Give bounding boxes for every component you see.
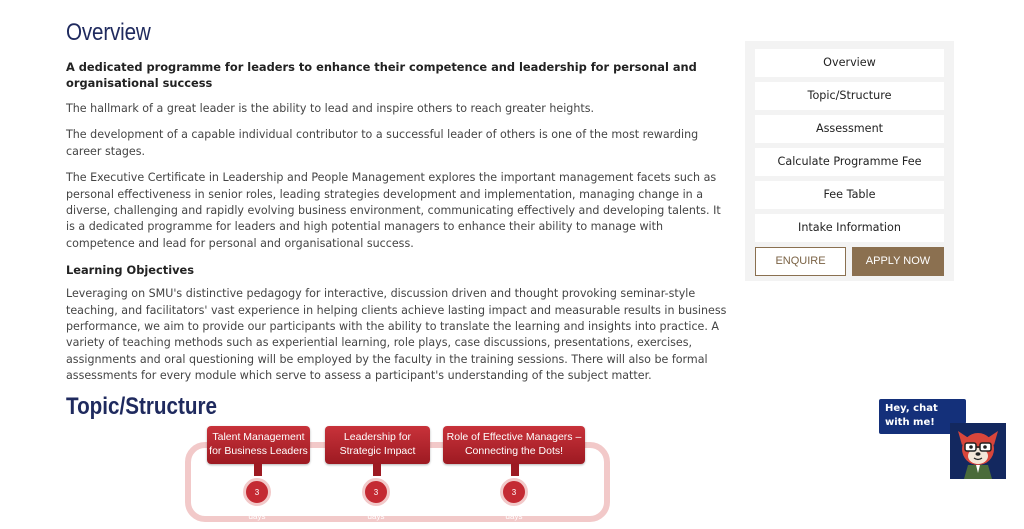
module-connector <box>254 464 262 476</box>
apply-now-button[interactable]: APPLY NOW <box>852 247 944 276</box>
module-connector <box>511 464 519 476</box>
module-days-badge: 3 days <box>500 478 528 506</box>
sidebar-item-assessment[interactable]: Assessment <box>755 115 944 143</box>
overview-section <box>66 18 730 385</box>
sidebar-item-topic-structure[interactable]: Topic/Structure <box>755 82 944 110</box>
module-title-line1: Talent Management <box>212 431 305 443</box>
module-connector <box>373 464 381 476</box>
sidebar-actions <box>755 247 944 276</box>
module-title-line2: Strategic Impact <box>339 445 416 457</box>
learning-objectives-heading: Learning Objectives <box>66 263 195 278</box>
module-days-badge: 3 days <box>243 478 271 506</box>
module-days-badge: 3 days <box>362 478 390 506</box>
module-title-line2: Connecting the Dots! <box>464 445 564 457</box>
module-title-line1: Leadership for <box>343 431 412 443</box>
overview-paragraph-1: The hallmark of a great leader is the ability to lead and inspire others to reach greater heights. <box>66 102 595 115</box>
sidebar-item-fee-table[interactable]: Fee Table <box>755 181 944 209</box>
overview-paragraph-3: The Executive Certificate in Leadership and People Management explores the important management facets such as personal effectiveness in senior roles, leading strategies development and implementation, managing change in a diverse, challenging and rapidly evolving business environment, communicating effectively and developing talents. It is a dedicated programme for leaders and high potential managers to enhance their ability to manage with competence and lead for personal and organisational success. <box>66 171 721 250</box>
module-box-talent-management <box>207 426 310 464</box>
topic-structure-heading: Topic/Structure <box>66 393 217 420</box>
sidebar-item-overview[interactable]: Overview <box>755 49 944 77</box>
structure-diagram <box>185 420 615 521</box>
overview-paragraph-2: The development of a capable individual contributor to a successful leader of others is one of the most rewarding career stages. <box>66 128 699 158</box>
learning-objectives-paragraph: Leveraging on SMU's distinctive pedagogy for interactive, discussion driven and thought provoking seminar-style teaching, and facilitators' vast experience in helping clients achieve lasting impact and measurable results in business performance, we aim to provide our participants with the ability to translate the learning and insights into practice. A variety of teaching methods such as experiential learning, role plays, case discussions, presentations, exercises, assignments and oral questioning will be employed by the faculty in the training sessions. There will also be formal assessments for every module which serve to assess a participant's understanding of the subject matter. <box>66 287 727 383</box>
module-box-leadership <box>325 426 430 464</box>
chat-prompt-bubble[interactable]: Hey, chat with me! <box>879 399 966 434</box>
overview-lead: A dedicated programme for leaders to enhance their competence and leadership for personal and organisational success <box>66 60 697 90</box>
chatbot-avatar-icon[interactable] <box>948 421 1004 477</box>
module-box-effective-managers <box>443 426 585 464</box>
sidebar-item-intake-information[interactable]: Intake Information <box>755 214 944 242</box>
enquire-button[interactable]: ENQUIRE <box>755 247 846 276</box>
sidebar-item-calculate-fee[interactable]: Calculate Programme Fee <box>755 148 944 176</box>
module-title-line2: for Business Leaders <box>209 445 308 457</box>
programme-sidebar <box>745 41 954 281</box>
module-title-line1: Role of Effective Managers – <box>446 431 582 443</box>
overview-heading: Overview <box>66 19 151 46</box>
